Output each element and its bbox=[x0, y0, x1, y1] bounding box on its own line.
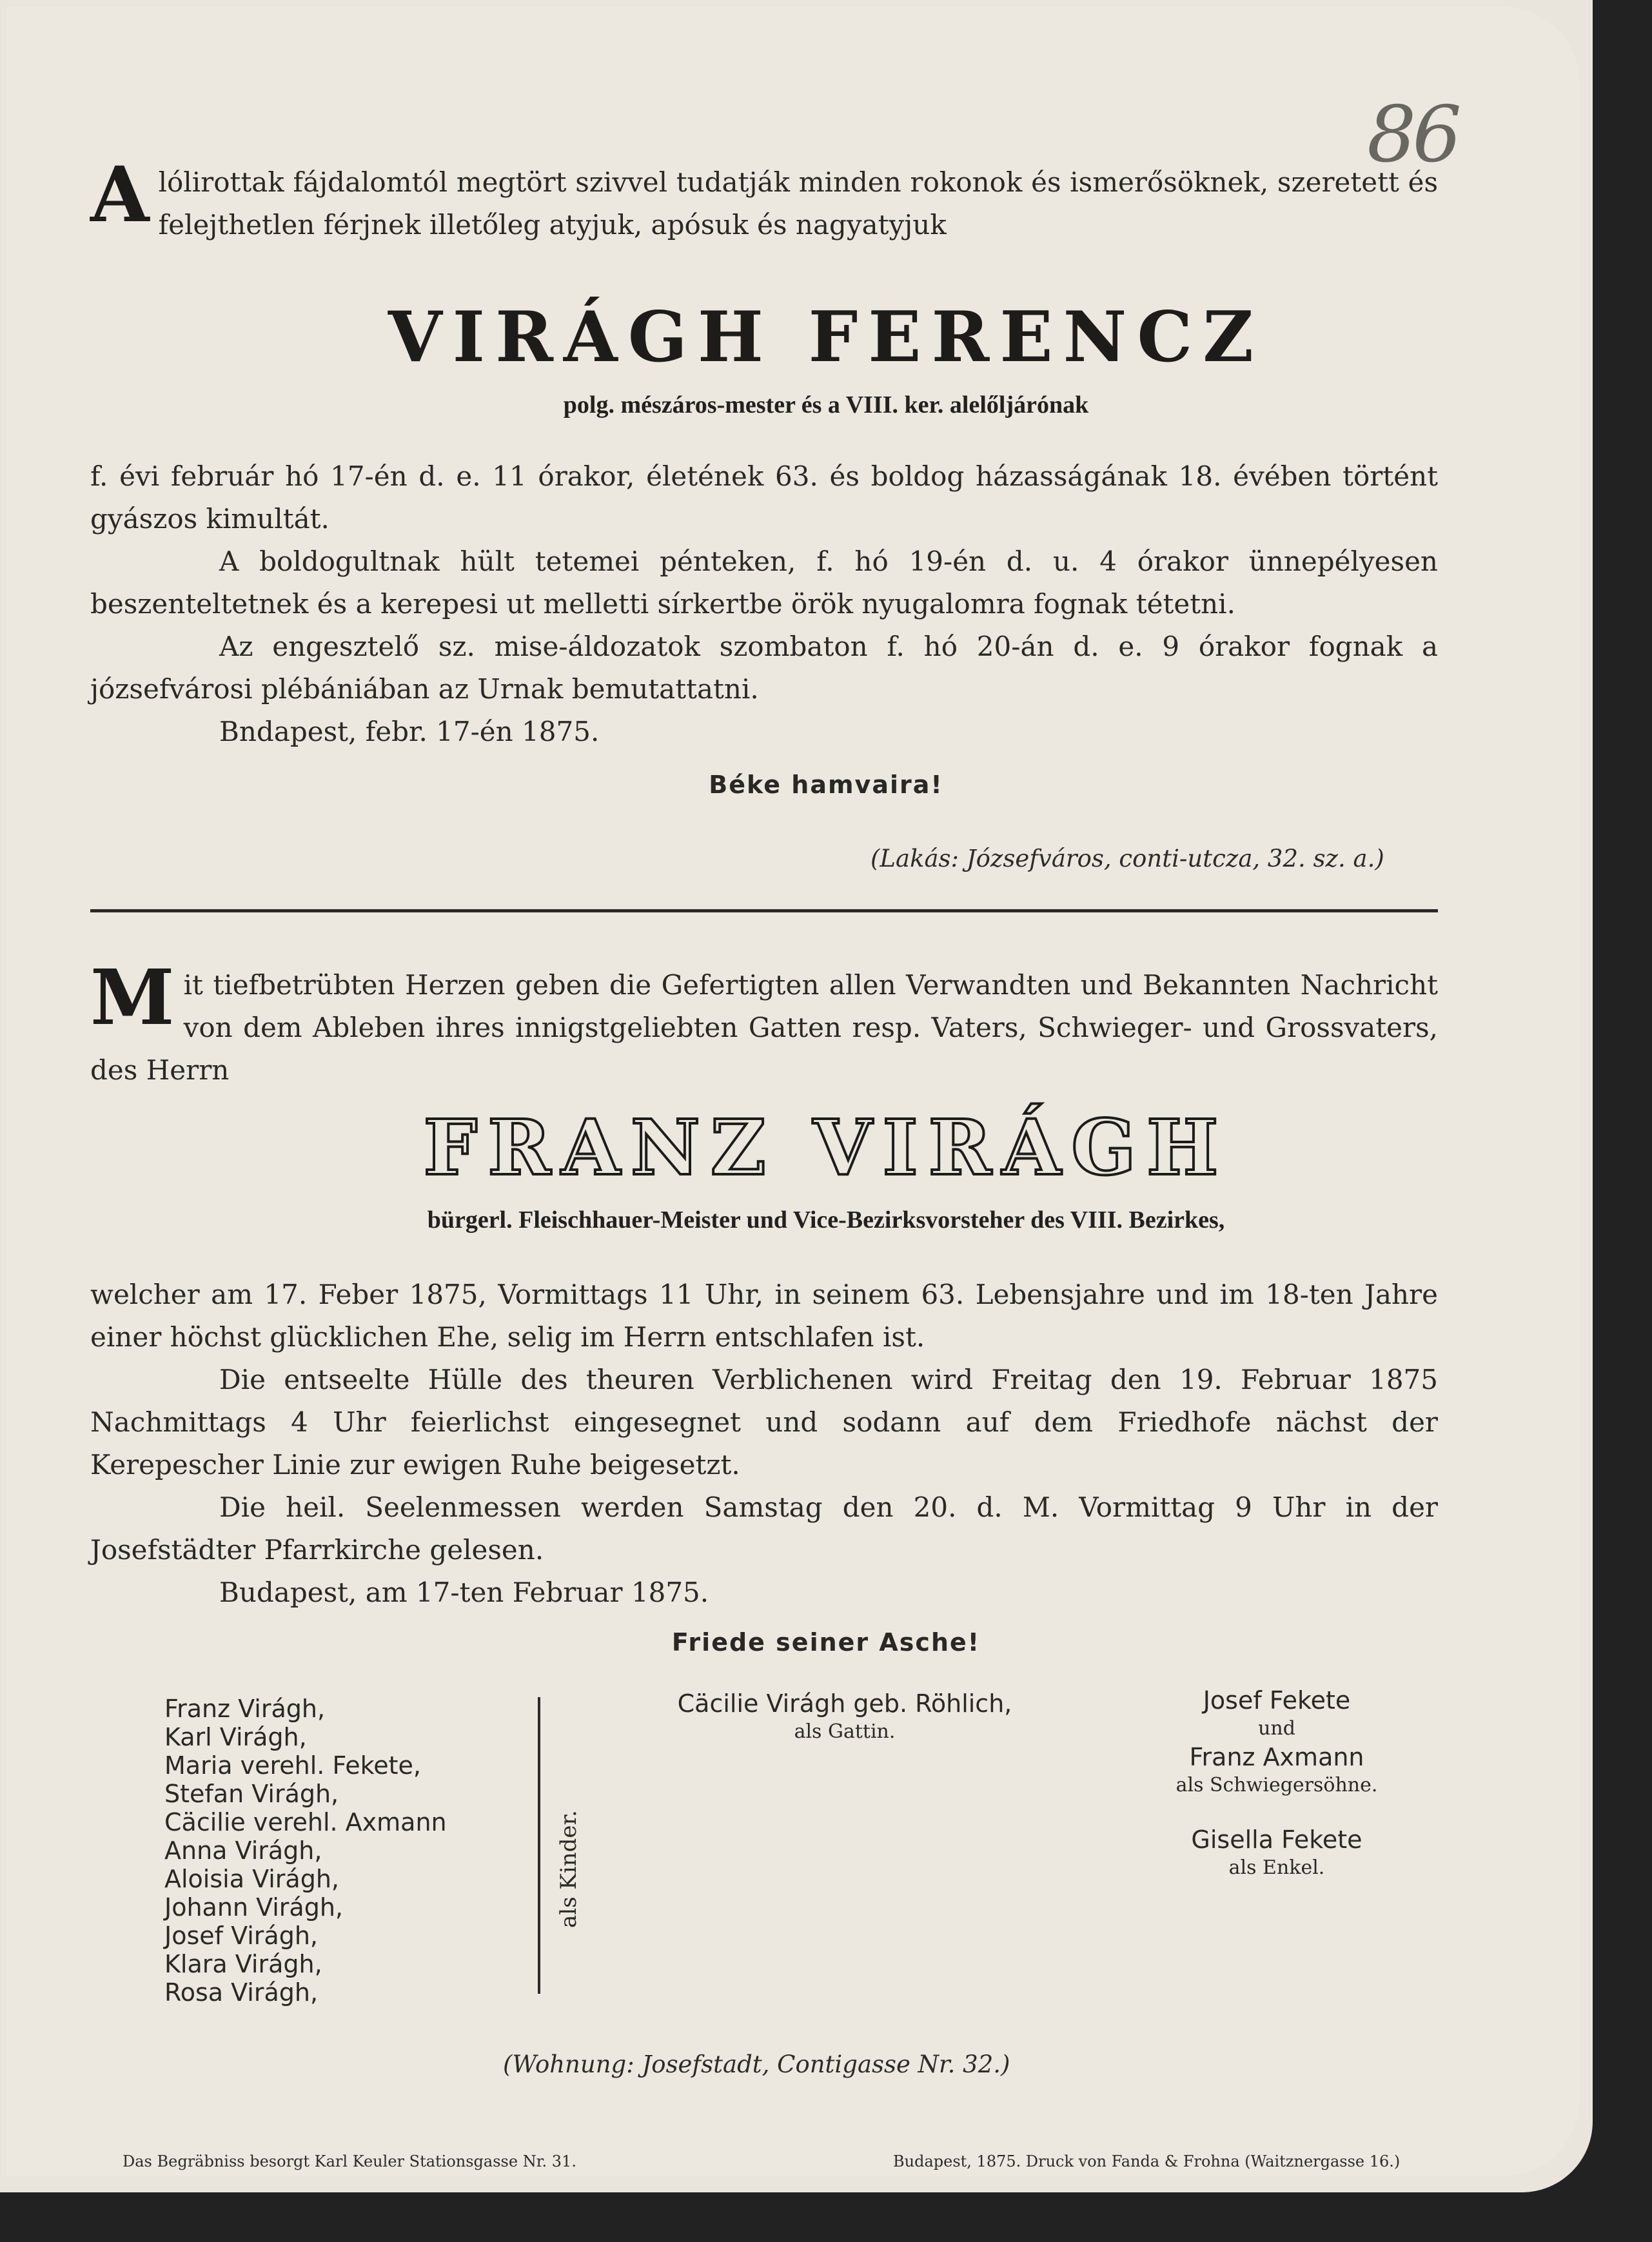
footer-undertaker: Das Begräbniss besorgt Karl Keuler Stationsgasse Nr. 31. bbox=[123, 2152, 576, 2170]
son-in-law-name: Franz Axmann bbox=[1189, 1743, 1364, 1771]
widow-role: als Gattin. bbox=[794, 1720, 896, 1743]
child-name: Anna Virágh, bbox=[164, 1836, 322, 1865]
hungarian-paragraph-2: A boldogultnak hült tetemei pénteken, f. hó 19-én d. u. 4 órakor ünnepélyesen beszenteltetnek és a kerepesi ut melletti sírkertbe örök nyugalomra fognak tétetni. bbox=[90, 546, 1438, 620]
child-name: Cäcilie verehl. Axmann bbox=[164, 1808, 447, 1836]
hungarian-address: (Lakás: Józsefváros, conti-utcza, 32. sz. a.) bbox=[870, 845, 1384, 872]
und-text: und bbox=[1258, 1717, 1295, 1740]
child-name: Franz Virágh, bbox=[164, 1695, 326, 1723]
hungarian-deceased-title: polg. mészáros-mester és a VIII. ker. alelőljárónak bbox=[563, 391, 1089, 418]
child-name: Klara Virágh, bbox=[164, 1950, 322, 1978]
child-name: Karl Virágh, bbox=[164, 1723, 307, 1751]
child-name: Stefan Virágh, bbox=[164, 1780, 339, 1808]
children-brace bbox=[529, 1697, 540, 1994]
german-body bbox=[90, 1273, 1438, 1614]
sons-in-law-block bbox=[1096, 1686, 1457, 1882]
german-paragraph-3: Die heil. Seelenmessen werden Samstag den 20. d. M. Vormittag 9 Uhr in der Josefstädter Pfarrkirche gelesen. bbox=[90, 1491, 1438, 1566]
sons-in-law-role: als Schwiegersöhne. bbox=[1175, 1774, 1378, 1796]
hungarian-intro-text: lólirottak fájdalomtól megtört szivvel tudatják minden rokonok és ismerősöknek, szeretett és felejthetlen férjnek illetőleg atyjuk, apósuk és nagyatyjuk bbox=[158, 166, 1438, 241]
child-name: Rosa Virágh, bbox=[164, 1978, 319, 2007]
page-number: 86 bbox=[1367, 90, 1458, 180]
hungarian-intro bbox=[90, 150, 1438, 246]
german-place-date: Budapest, am 17-ten Februar 1875. bbox=[219, 1577, 709, 1608]
german-deceased-name: FRANZ VIRÁGH bbox=[423, 1103, 1229, 1192]
widow-block bbox=[600, 1689, 1090, 1746]
footer-printer: Budapest, 1875. Druck von Fanda & Frohna (Waitznergasse 16.) bbox=[893, 2152, 1401, 2170]
german-intro bbox=[90, 952, 1438, 1092]
german-paragraph-1: welcher am 17. Feber 1875, Vormittags 11 Uhr, in seinem 63. Lebensjahre und im 18-ten Jahre einer höchst glücklichen Ehe, selig im Herrn entschlafen ist. bbox=[90, 1279, 1438, 1353]
child-name: Maria verehl. Fekete, bbox=[164, 1751, 421, 1780]
hungarian-paragraph-3: Az engesztelő sz. mise-áldozatok szombaton f. hó 20-án d. e. 9 órakor fognak a józsefvárosi plébániában az Urnak bemutattatni. bbox=[90, 631, 1438, 705]
hungarian-initial: A bbox=[90, 150, 150, 239]
german-deceased-title: bürgerl. Fleischhauer-Meister und Vice-Bezirksvorsteher des VIII. Bezirkes, bbox=[427, 1206, 1225, 1234]
grandchild-role: als Enkel. bbox=[1228, 1856, 1325, 1879]
hungarian-motto: Béke hamvaira! bbox=[709, 771, 943, 799]
child-name: Johann Virágh, bbox=[164, 1893, 343, 1922]
grandchild-name: Gisella Fekete bbox=[1191, 1825, 1362, 1854]
children-list bbox=[164, 1695, 447, 2007]
son-in-law-name: Josef Fekete bbox=[1203, 1686, 1351, 1715]
widow-name: Cäcilie Virágh geb. Röhlich, bbox=[677, 1689, 1012, 1718]
hungarian-deceased-name: VIRÁGH FERENCZ bbox=[388, 297, 1264, 378]
german-paragraph-2: Die entseelte Hülle des theuren Verblichenen wird Freitag den 19. Februar 1875 Nachmittags 4 Uhr feierlichst eingesegnet und sodann auf dem Friedhofe nächst der Kerepescher Linie zur ewigen Ruhe beigesetzt. bbox=[90, 1364, 1438, 1480]
hungarian-paragraph-1: f. évi február hó 17-én d. e. 11 órakor, életének 63. és boldog házasságának 18. évében történt gyászos kimultát. bbox=[90, 460, 1438, 535]
german-initial: M bbox=[90, 952, 175, 1042]
hungarian-body bbox=[90, 455, 1438, 753]
child-name: Aloisia Virágh, bbox=[164, 1865, 339, 1893]
german-address: (Wohnung: Josefstadt, Contigasse Nr. 32.) bbox=[503, 2050, 1010, 2078]
hungarian-place-date: Bndapest, febr. 17-én 1875. bbox=[219, 716, 600, 747]
child-name: Josef Virágh, bbox=[164, 1922, 319, 1950]
divider-rule bbox=[90, 909, 1438, 912]
german-intro-text: it tiefbetrübten Herzen geben die Gefertigten allen Verwandten und Bekannten Nachricht von dem Ableben ihres innigstgeliebten Gatten resp. Vaters, Schwieger- und Grossvaters, des Herrn bbox=[90, 969, 1438, 1086]
german-motto: Friede seiner Asche! bbox=[671, 1628, 981, 1657]
children-label: als Kinder. bbox=[556, 1810, 582, 1928]
